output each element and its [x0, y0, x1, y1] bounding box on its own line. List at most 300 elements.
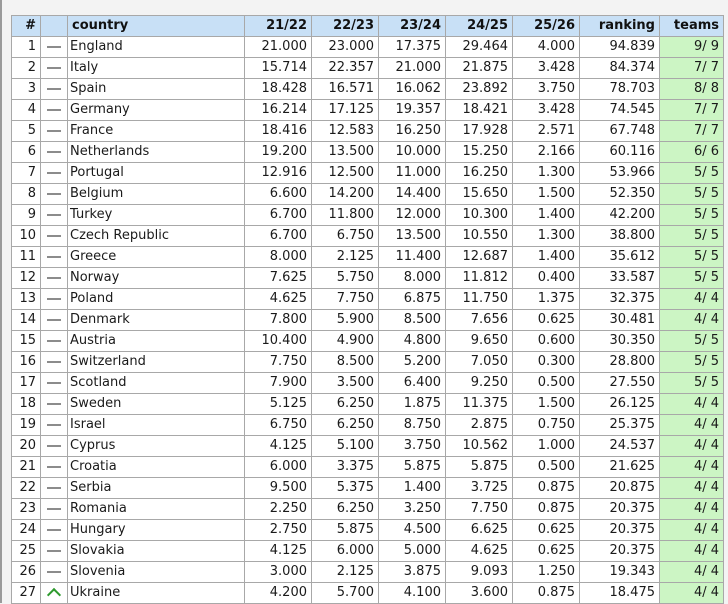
season-2223-cell: 23.000: [312, 37, 379, 58]
season-2122-cell: 16.214: [245, 100, 312, 121]
table-row[interactable]: [12, 457, 724, 478]
season-2122-cell: 4.200: [245, 583, 312, 604]
season-2122-cell: 4.125: [245, 436, 312, 457]
country-cell: Sweden: [68, 394, 245, 415]
season-2223-cell: 6.750: [312, 226, 379, 247]
season-2324-cell: 6.400: [379, 373, 446, 394]
season-2425-cell: 29.464: [446, 37, 513, 58]
teams-cell: 5/ 5: [660, 184, 724, 205]
trend-cell: [41, 520, 68, 541]
ranking-cell: 19.343: [580, 562, 660, 583]
teams-cell: 4/ 4: [660, 520, 724, 541]
ranking-cell: 24.537: [580, 436, 660, 457]
season-2526-cell: 0.875: [513, 499, 580, 520]
country-cell: Italy: [68, 58, 245, 79]
season-2122-cell: 18.428: [245, 79, 312, 100]
country-cell: Netherlands: [68, 142, 245, 163]
season-2324-cell: 5.875: [379, 457, 446, 478]
teams-cell: 7/ 7: [660, 58, 724, 79]
season-2324-cell: 11.000: [379, 163, 446, 184]
season-2526-cell: 1.300: [513, 226, 580, 247]
trend-cell: [41, 37, 68, 58]
season-2425-cell: 12.687: [446, 247, 513, 268]
trend-cell: [41, 247, 68, 268]
teams-cell: 4/ 4: [660, 541, 724, 562]
trend-cell: [41, 499, 68, 520]
rank-cell: 15: [12, 331, 41, 352]
season-2526-cell: 1.400: [513, 205, 580, 226]
season-2324-cell: 16.062: [379, 79, 446, 100]
country-cell: Portugal: [68, 163, 245, 184]
table-row[interactable]: [12, 226, 724, 247]
season-2122-cell: 8.000: [245, 247, 312, 268]
rank-cell: 21: [12, 457, 41, 478]
country-cell: Turkey: [68, 205, 245, 226]
season-2324-cell: 5.000: [379, 541, 446, 562]
trend-unchanged-icon: [47, 235, 61, 237]
teams-cell: 4/ 4: [660, 289, 724, 310]
table-row[interactable]: [12, 583, 724, 604]
country-cell: Switzerland: [68, 352, 245, 373]
season-2425-cell: 9.093: [446, 562, 513, 583]
country-cell: Hungary: [68, 520, 245, 541]
season-2324-cell: 8.000: [379, 268, 446, 289]
ranking-cell: 94.839: [580, 37, 660, 58]
rank-cell: 17: [12, 373, 41, 394]
ranking-cell: 20.375: [580, 520, 660, 541]
country-cell: Denmark: [68, 310, 245, 331]
table-row[interactable]: [12, 247, 724, 268]
header-season-2324[interactable]: 23/24: [379, 16, 446, 37]
teams-cell: 5/ 5: [660, 163, 724, 184]
season-2122-cell: 7.800: [245, 310, 312, 331]
trend-cell: [41, 205, 68, 226]
season-2526-cell: 2.166: [513, 142, 580, 163]
season-2324-cell: 4.100: [379, 583, 446, 604]
trend-unchanged-icon: [47, 214, 61, 216]
season-2324-cell: 8.500: [379, 310, 446, 331]
teams-cell: 4/ 4: [660, 394, 724, 415]
table-row[interactable]: [12, 520, 724, 541]
rank-cell: 5: [12, 121, 41, 142]
season-2425-cell: 15.250: [446, 142, 513, 163]
trend-cell: [41, 352, 68, 373]
country-cell: England: [68, 37, 245, 58]
teams-cell: 7/ 7: [660, 100, 724, 121]
season-2425-cell: 21.875: [446, 58, 513, 79]
header-teams[interactable]: teams: [660, 16, 724, 37]
season-2122-cell: 7.750: [245, 352, 312, 373]
season-2223-cell: 12.583: [312, 121, 379, 142]
rank-cell: 27: [12, 583, 41, 604]
country-cell: Poland: [68, 289, 245, 310]
country-cell: Serbia: [68, 478, 245, 499]
trend-unchanged-icon: [47, 361, 61, 363]
season-2425-cell: 10.550: [446, 226, 513, 247]
season-2425-cell: 5.875: [446, 457, 513, 478]
season-2425-cell: 9.250: [446, 373, 513, 394]
teams-cell: 4/ 4: [660, 310, 724, 331]
season-2425-cell: 11.375: [446, 394, 513, 415]
trend-unchanged-icon: [47, 445, 61, 447]
season-2526-cell: 3.750: [513, 79, 580, 100]
season-2122-cell: 2.250: [245, 499, 312, 520]
trend-unchanged-icon: [47, 550, 61, 552]
season-2122-cell: 3.000: [245, 562, 312, 583]
trend-unchanged-icon: [47, 466, 61, 468]
season-2223-cell: 17.125: [312, 100, 379, 121]
trend-unchanged-icon: [47, 46, 61, 48]
ranking-cell: 30.350: [580, 331, 660, 352]
teams-cell: 5/ 5: [660, 331, 724, 352]
table-row[interactable]: [12, 562, 724, 583]
trend-up-icon: [47, 588, 61, 602]
teams-cell: 4/ 4: [660, 562, 724, 583]
country-cell: Germany: [68, 100, 245, 121]
trend-cell: [41, 583, 68, 604]
season-2324-cell: 5.200: [379, 352, 446, 373]
trend-unchanged-icon: [47, 67, 61, 69]
season-2425-cell: 11.812: [446, 268, 513, 289]
trend-unchanged-icon: [47, 340, 61, 342]
season-2324-cell: 13.500: [379, 226, 446, 247]
season-2324-cell: 4.500: [379, 520, 446, 541]
rank-cell: 11: [12, 247, 41, 268]
season-2425-cell: 7.656: [446, 310, 513, 331]
header-season-2122[interactable]: 21/22: [245, 16, 312, 37]
season-2122-cell: 9.500: [245, 478, 312, 499]
country-cell: Cyprus: [68, 436, 245, 457]
trend-cell: [41, 478, 68, 499]
header-rank[interactable]: #: [12, 16, 41, 37]
season-2122-cell: 4.625: [245, 289, 312, 310]
country-cell: Scotland: [68, 373, 245, 394]
rank-cell: 2: [12, 58, 41, 79]
table-row[interactable]: [12, 121, 724, 142]
season-2425-cell: 6.625: [446, 520, 513, 541]
season-2324-cell: 17.375: [379, 37, 446, 58]
season-2526-cell: 3.428: [513, 100, 580, 121]
rank-cell: 20: [12, 436, 41, 457]
trend-unchanged-icon: [47, 424, 61, 426]
season-2425-cell: 4.625: [446, 541, 513, 562]
rank-cell: 8: [12, 184, 41, 205]
header-season-2526[interactable]: 25/26: [513, 16, 580, 37]
ranking-cell: 28.800: [580, 352, 660, 373]
season-2425-cell: 16.250: [446, 163, 513, 184]
trend-cell: [41, 163, 68, 184]
ranking-cell: 67.748: [580, 121, 660, 142]
season-2122-cell: 5.125: [245, 394, 312, 415]
season-2526-cell: 1.500: [513, 394, 580, 415]
trend-unchanged-icon: [47, 571, 61, 573]
ranking-cell: 20.375: [580, 499, 660, 520]
season-2223-cell: 4.900: [312, 331, 379, 352]
trend-cell: [41, 79, 68, 100]
season-2324-cell: 1.875: [379, 394, 446, 415]
trend-unchanged-icon: [47, 508, 61, 510]
ranking-cell: 60.116: [580, 142, 660, 163]
season-2122-cell: 10.400: [245, 331, 312, 352]
header-trend: [41, 16, 68, 37]
season-2526-cell: 2.571: [513, 121, 580, 142]
season-2122-cell: 15.714: [245, 58, 312, 79]
table-row[interactable]: [12, 394, 724, 415]
season-2425-cell: 10.300: [446, 205, 513, 226]
rank-cell: 4: [12, 100, 41, 121]
table-row[interactable]: [12, 478, 724, 499]
country-ranking-table: [11, 15, 724, 604]
season-2223-cell: 7.750: [312, 289, 379, 310]
trend-unchanged-icon: [47, 529, 61, 531]
teams-cell: 5/ 5: [660, 352, 724, 373]
season-2526-cell: 0.750: [513, 415, 580, 436]
trend-unchanged-icon: [47, 88, 61, 90]
ranking-cell: 21.625: [580, 457, 660, 478]
trend-unchanged-icon: [47, 277, 61, 279]
rank-cell: 10: [12, 226, 41, 247]
country-cell: Norway: [68, 268, 245, 289]
table-row[interactable]: [12, 415, 724, 436]
teams-cell: 9/ 9: [660, 37, 724, 58]
season-2223-cell: 22.357: [312, 58, 379, 79]
trend-unchanged-icon: [47, 298, 61, 300]
trend-unchanged-icon: [47, 382, 61, 384]
season-2223-cell: 11.800: [312, 205, 379, 226]
season-2223-cell: 6.000: [312, 541, 379, 562]
table-row[interactable]: [12, 37, 724, 58]
ranking-cell: 18.475: [580, 583, 660, 604]
season-2324-cell: 3.250: [379, 499, 446, 520]
rank-cell: 19: [12, 415, 41, 436]
country-cell: Spain: [68, 79, 245, 100]
season-2122-cell: 21.000: [245, 37, 312, 58]
season-2324-cell: 10.000: [379, 142, 446, 163]
teams-cell: 5/ 5: [660, 226, 724, 247]
rank-cell: 26: [12, 562, 41, 583]
trend-cell: [41, 100, 68, 121]
season-2425-cell: 10.562: [446, 436, 513, 457]
teams-cell: 4/ 4: [660, 478, 724, 499]
season-2223-cell: 5.900: [312, 310, 379, 331]
window-left-edge: [0, 0, 2, 603]
season-2526-cell: 0.625: [513, 520, 580, 541]
header-season-2425[interactable]: 24/25: [446, 16, 513, 37]
season-2425-cell: 3.725: [446, 478, 513, 499]
trend-cell: [41, 331, 68, 352]
rank-cell: 12: [12, 268, 41, 289]
season-2324-cell: 1.400: [379, 478, 446, 499]
season-2425-cell: 7.750: [446, 499, 513, 520]
season-2122-cell: 6.600: [245, 184, 312, 205]
trend-cell: [41, 58, 68, 79]
trend-cell: [41, 373, 68, 394]
country-cell: Czech Republic: [68, 226, 245, 247]
season-2223-cell: 14.200: [312, 184, 379, 205]
table-row[interactable]: [12, 310, 724, 331]
season-2324-cell: 4.800: [379, 331, 446, 352]
teams-cell: 4/ 4: [660, 583, 724, 604]
teams-cell: 4/ 4: [660, 499, 724, 520]
ranking-cell: 25.375: [580, 415, 660, 436]
table-row[interactable]: [12, 289, 724, 310]
country-cell: Ukraine: [68, 583, 245, 604]
ranking-cell: 30.481: [580, 310, 660, 331]
season-2223-cell: 12.500: [312, 163, 379, 184]
season-2223-cell: 6.250: [312, 499, 379, 520]
season-2223-cell: 3.500: [312, 373, 379, 394]
rank-cell: 18: [12, 394, 41, 415]
trend-cell: [41, 289, 68, 310]
season-2223-cell: 5.875: [312, 520, 379, 541]
season-2526-cell: 1.300: [513, 163, 580, 184]
season-2425-cell: 7.050: [446, 352, 513, 373]
season-2223-cell: 5.375: [312, 478, 379, 499]
rank-cell: 7: [12, 163, 41, 184]
table-body: [12, 37, 724, 604]
trend-unchanged-icon: [47, 172, 61, 174]
table-row[interactable]: [12, 352, 724, 373]
season-2324-cell: 3.750: [379, 436, 446, 457]
trend-cell: [41, 541, 68, 562]
season-2223-cell: 13.500: [312, 142, 379, 163]
season-2122-cell: 4.125: [245, 541, 312, 562]
season-2324-cell: 19.357: [379, 100, 446, 121]
trend-unchanged-icon: [47, 151, 61, 153]
rank-cell: 22: [12, 478, 41, 499]
rank-cell: 25: [12, 541, 41, 562]
teams-cell: 4/ 4: [660, 457, 724, 478]
teams-cell: 4/ 4: [660, 436, 724, 457]
teams-cell: 6/ 6: [660, 142, 724, 163]
season-2122-cell: 6.000: [245, 457, 312, 478]
table-row[interactable]: [12, 499, 724, 520]
ranking-cell: 35.612: [580, 247, 660, 268]
ranking-cell: 78.703: [580, 79, 660, 100]
season-2425-cell: 11.750: [446, 289, 513, 310]
table-row[interactable]: [12, 58, 724, 79]
ranking-cell: 42.200: [580, 205, 660, 226]
ranking-cell: 20.875: [580, 478, 660, 499]
ranking-cell: 52.350: [580, 184, 660, 205]
trend-cell: [41, 436, 68, 457]
season-2324-cell: 6.875: [379, 289, 446, 310]
season-2526-cell: 0.625: [513, 310, 580, 331]
season-2223-cell: 5.700: [312, 583, 379, 604]
season-2425-cell: 15.650: [446, 184, 513, 205]
table-row[interactable]: [12, 142, 724, 163]
season-2324-cell: 21.000: [379, 58, 446, 79]
season-2425-cell: 18.421: [446, 100, 513, 121]
trend-unchanged-icon: [47, 109, 61, 111]
table-row[interactable]: [12, 205, 724, 226]
country-cell: Slovakia: [68, 541, 245, 562]
table-row[interactable]: [12, 436, 724, 457]
country-cell: Romania: [68, 499, 245, 520]
table-row[interactable]: [12, 79, 724, 100]
table-row[interactable]: [12, 268, 724, 289]
season-2324-cell: 16.250: [379, 121, 446, 142]
header-season-2223[interactable]: 22/23: [312, 16, 379, 37]
header-country[interactable]: country: [68, 16, 245, 37]
ranking-cell: 84.374: [580, 58, 660, 79]
table-row[interactable]: [12, 184, 724, 205]
rank-cell: 3: [12, 79, 41, 100]
trend-cell: [41, 184, 68, 205]
teams-cell: 4/ 4: [660, 415, 724, 436]
trend-cell: [41, 457, 68, 478]
table-row[interactable]: [12, 331, 724, 352]
teams-cell: 7/ 7: [660, 121, 724, 142]
season-2324-cell: 8.750: [379, 415, 446, 436]
ranking-cell: 20.375: [580, 541, 660, 562]
season-2526-cell: 3.428: [513, 58, 580, 79]
trend-cell: [41, 394, 68, 415]
country-cell: France: [68, 121, 245, 142]
rank-cell: 9: [12, 205, 41, 226]
country-cell: Austria: [68, 331, 245, 352]
header-ranking[interactable]: ranking: [580, 16, 660, 37]
country-cell: Croatia: [68, 457, 245, 478]
season-2425-cell: 3.600: [446, 583, 513, 604]
season-2526-cell: 0.625: [513, 541, 580, 562]
season-2122-cell: 6.700: [245, 205, 312, 226]
ranking-cell: 38.800: [580, 226, 660, 247]
season-2223-cell: 16.571: [312, 79, 379, 100]
trend-cell: [41, 310, 68, 331]
rank-cell: 23: [12, 499, 41, 520]
table-row[interactable]: [12, 373, 724, 394]
season-2526-cell: 1.250: [513, 562, 580, 583]
season-2324-cell: 14.400: [379, 184, 446, 205]
country-cell: Belgium: [68, 184, 245, 205]
season-2425-cell: 2.875: [446, 415, 513, 436]
season-2122-cell: 6.750: [245, 415, 312, 436]
season-2122-cell: 19.200: [245, 142, 312, 163]
season-2223-cell: 5.750: [312, 268, 379, 289]
country-cell: Greece: [68, 247, 245, 268]
table-row[interactable]: [12, 541, 724, 562]
season-2526-cell: 1.500: [513, 184, 580, 205]
season-2425-cell: 17.928: [446, 121, 513, 142]
season-2324-cell: 3.875: [379, 562, 446, 583]
season-2526-cell: 0.500: [513, 457, 580, 478]
ranking-cell: 33.587: [580, 268, 660, 289]
trend-unchanged-icon: [47, 403, 61, 405]
rank-cell: 6: [12, 142, 41, 163]
season-2526-cell: 1.375: [513, 289, 580, 310]
trend-cell: [41, 121, 68, 142]
season-2526-cell: 1.000: [513, 436, 580, 457]
trend-unchanged-icon: [47, 193, 61, 195]
ranking-cell: 27.550: [580, 373, 660, 394]
season-2122-cell: 6.700: [245, 226, 312, 247]
season-2122-cell: 12.916: [245, 163, 312, 184]
season-2526-cell: 0.500: [513, 373, 580, 394]
table-row[interactable]: [12, 100, 724, 121]
trend-unchanged-icon: [47, 256, 61, 258]
country-cell: Slovenia: [68, 562, 245, 583]
teams-cell: 5/ 5: [660, 373, 724, 394]
trend-unchanged-icon: [47, 319, 61, 321]
country-cell: Israel: [68, 415, 245, 436]
rank-cell: 14: [12, 310, 41, 331]
rank-cell: 1: [12, 37, 41, 58]
season-2122-cell: 2.750: [245, 520, 312, 541]
teams-cell: 5/ 5: [660, 268, 724, 289]
table-row[interactable]: [12, 163, 724, 184]
season-2526-cell: 0.400: [513, 268, 580, 289]
